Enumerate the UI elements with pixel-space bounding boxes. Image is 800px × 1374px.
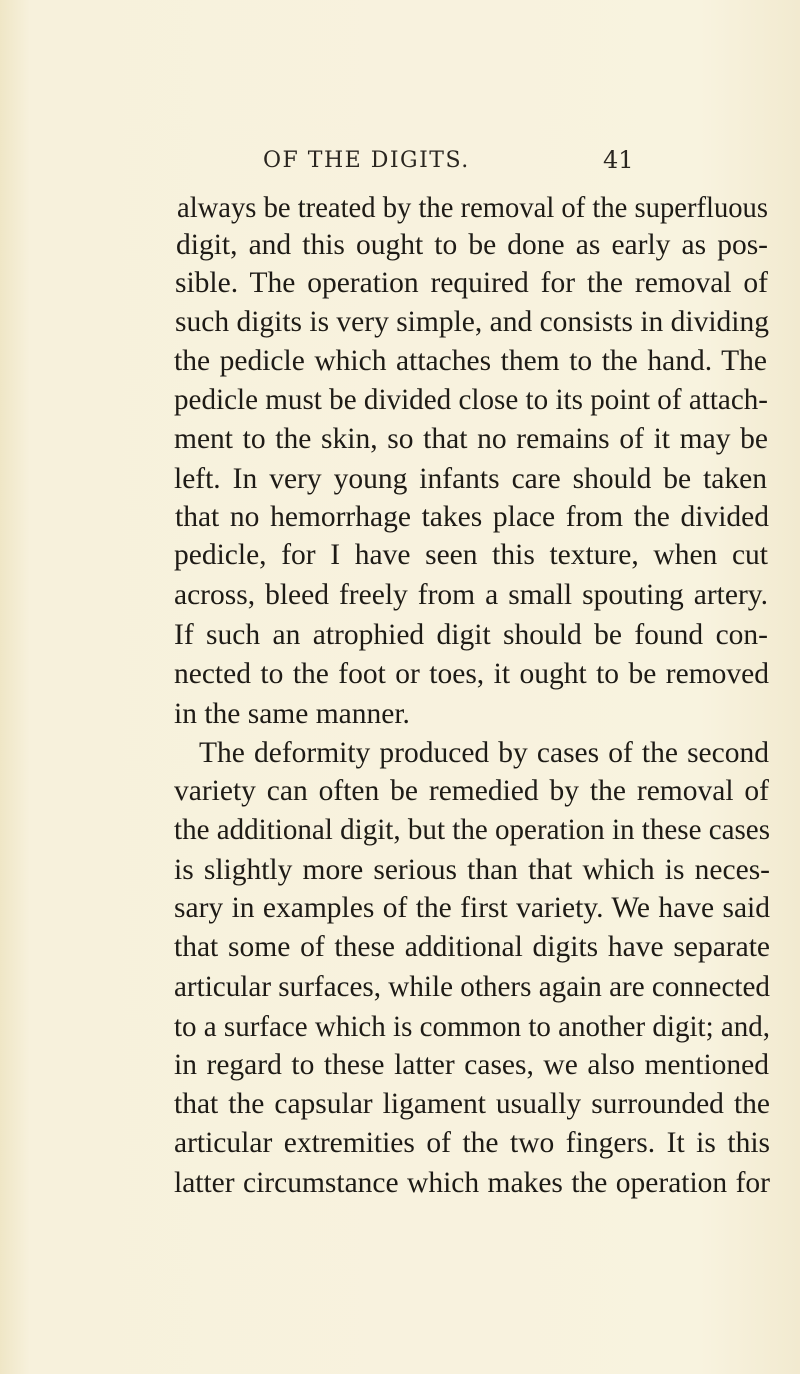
text-line: left. In very young infants care should be taken <box>174 463 767 495</box>
text-line: that no hemorrhage takes place from the divided <box>175 501 769 533</box>
page-number: 41 <box>603 146 634 174</box>
text-line: is slightly more serious than that which is neces- <box>174 854 770 886</box>
text-line: pedicle must be divided close to its point of attach- <box>174 384 768 416</box>
text-line: articular surfaces, while others again are connected <box>174 971 770 1003</box>
text-line: to a surface which is common to another digit; and, <box>174 1011 770 1043</box>
text-line: in the same manner. <box>174 698 410 730</box>
text-line: the additional digit, but the operation in these cases <box>174 814 770 846</box>
text-line: sary in examples of the first variety. We have said <box>174 892 770 924</box>
text-line: always be treated by the removal of the superfluous <box>177 192 768 224</box>
running-head: OF THE DIGITS. <box>263 148 470 173</box>
page-header <box>263 148 663 178</box>
text-line: pedicle, for I have seen this texture, when cut <box>174 539 768 571</box>
text-line: such digits is very simple, and consists in dividing <box>175 306 769 338</box>
text-line: the pedicle which attaches them to the hand. The <box>174 345 767 377</box>
text-line: that the capsular ligament usually surrounded the <box>174 1088 770 1120</box>
text-line: in regard to these latter cases, we also mentioned <box>174 1049 769 1081</box>
text-line: nected to the foot or toes, it ought to be removed <box>174 658 769 690</box>
text-line: that some of these additional digits have separate <box>174 931 770 963</box>
text-line: If such an atrophied digit should be found con- <box>174 619 768 651</box>
text-line: sible. The operation required for the removal of <box>175 267 768 299</box>
text-line: variety can often be remedied by the removal of <box>174 775 769 807</box>
text-line: digit, and this ought to be done as early as pos- <box>176 229 768 261</box>
text-line: articular extremities of the two fingers. It is this <box>174 1127 770 1159</box>
text-line: The deformity produced by cases of the second <box>199 737 769 769</box>
text-line: across, bleed freely from a small spouting artery. <box>174 579 768 611</box>
text-line: latter circumstance which makes the operation for <box>174 1167 770 1199</box>
text-line: ment to the skin, so that no remains of it may be <box>174 423 768 455</box>
